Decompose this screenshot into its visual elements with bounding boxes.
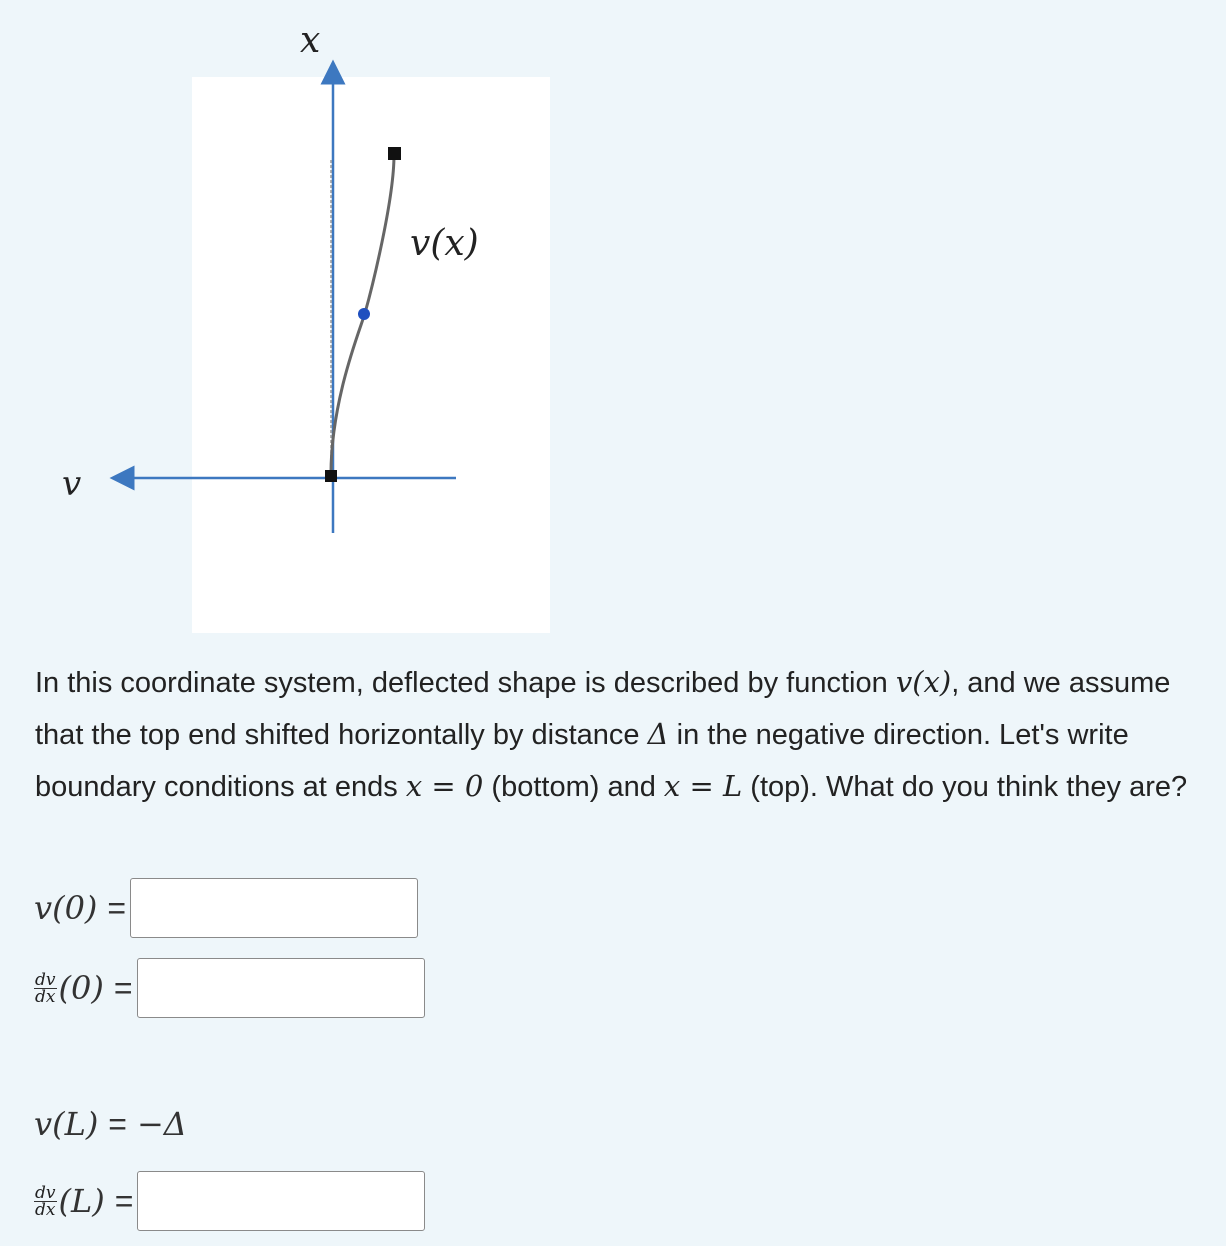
dv-dx-fraction: $\frac{dv}{dx}$ [35, 969, 56, 1007]
dvL-arg: (L) [58, 1182, 105, 1220]
v0-label: v(0) [34, 889, 98, 927]
x-eq-0: x = 0 [405, 769, 484, 803]
x-axis-label: x [300, 20, 321, 61]
dv-dx-fraction: $\frac{dv}{dx}$ [35, 1182, 56, 1220]
condition-dv0: $\frac{dv}{dx}$ (0) = [34, 958, 425, 1018]
condition-dvL: $\frac{dv}{dx}$ (L) = [34, 1171, 425, 1231]
vx-symbol: v(x) [895, 665, 952, 699]
vL-value: −Δ [136, 1105, 187, 1143]
condition-v0: v(0) = [34, 878, 418, 938]
v-axis-label: v [62, 464, 82, 504]
x-eq-L: x = L [663, 769, 743, 803]
diagram-panel [192, 77, 550, 633]
dvL-input[interactable] [137, 1171, 425, 1231]
condition-vL: v(L) = −Δ [34, 1105, 187, 1143]
problem-text: In this coordinate system, deflected shape is described by function v(x), and we assume that the top end shifted horizontally by distance Δ in the negative direction. Let's write boundary conditions at ends x = 0 (bottom) and x = L (top). What do you think they are? [35, 665, 1188, 803]
curve-label: v(x) [410, 223, 479, 264]
bottom-support [325, 470, 337, 482]
top-end-marker [388, 147, 401, 160]
delta-symbol: Δ [647, 717, 669, 751]
inflection-point [358, 308, 370, 320]
v0-input[interactable] [130, 878, 418, 938]
dv0-arg: (0) [58, 969, 104, 1007]
vL-label: v(L) [34, 1105, 99, 1143]
dv0-input[interactable] [137, 958, 425, 1018]
